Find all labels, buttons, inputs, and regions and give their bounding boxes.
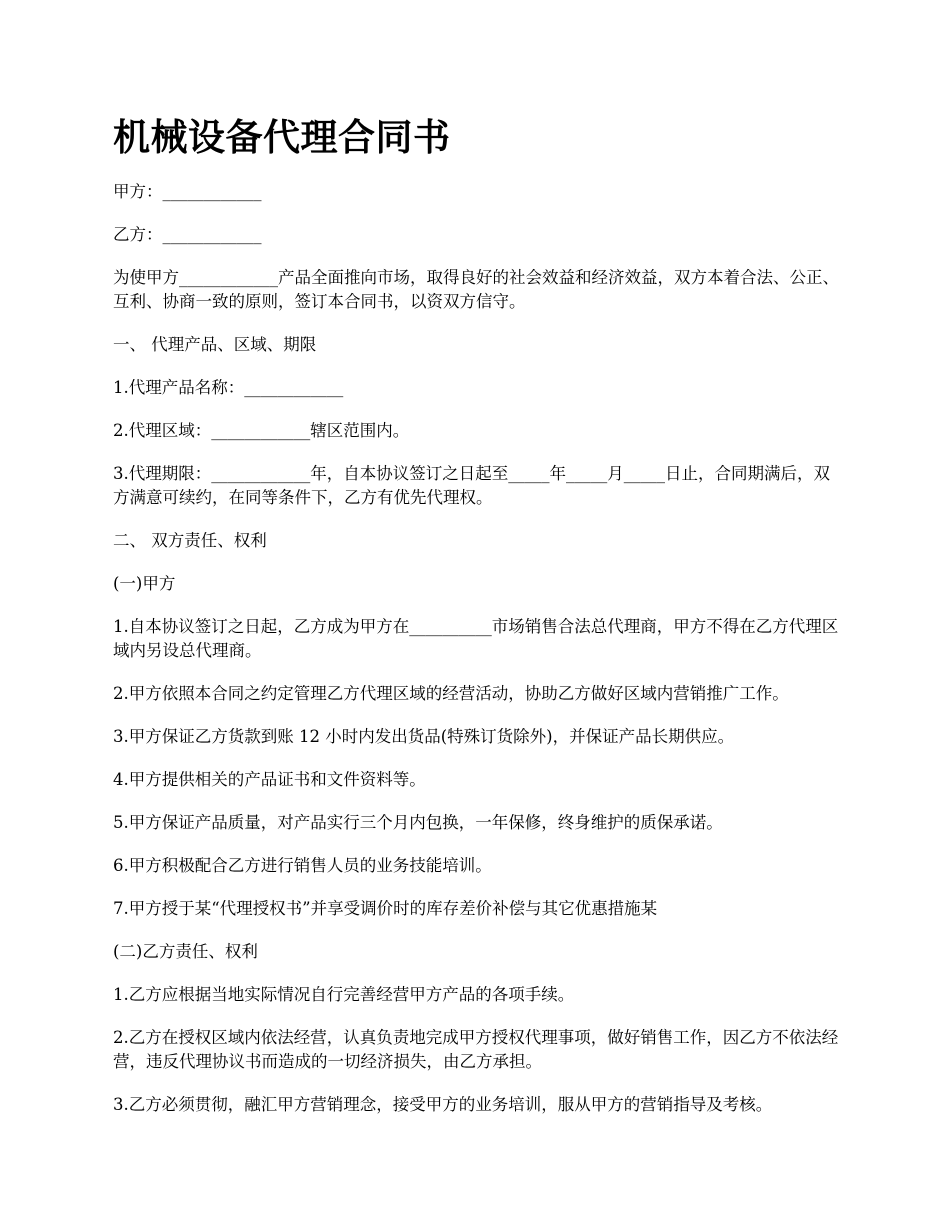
clause-region: 2.代理区域：____________辖区范围内。 (113, 421, 410, 440)
clause-product-name: 1.代理产品名称：____________ (113, 378, 344, 397)
party-b-clause-1: 1.乙方应根据当地实际情况自行完善经营甲方产品的各项手续。 (113, 985, 575, 1004)
party-a-line: 甲方：____________ (113, 182, 262, 201)
document-body (113, 180, 843, 1136)
subsection-heading-party-a: (一)甲方 (113, 574, 176, 593)
document-title: 机械设备代理合同书 (113, 115, 451, 159)
party-a-clause-6: 6.甲方积极配合乙方进行销售人员的业务技能培训。 (113, 856, 492, 875)
party-a-clause-3: 3.甲方保证乙方货款到账 12 小时内发出货品(特殊订货除外)，并保证产品长期供应。 (113, 727, 735, 746)
party-b-clause-2: 2.乙方在授权区域内依法经营，认真负责地完成甲方授权代理事项，做好销售工作，因乙方不依法经营，违反代理协议书而造成的一切经济损失，由乙方承担。 (113, 1028, 839, 1071)
party-a-clause-1: 1.自本协议签订之日起，乙方成为甲方在__________市场销售合法总代理商，甲方不得在乙方代理区域内另设总代理商。 (113, 617, 839, 660)
clause-term: 3.代理期限：____________年，自本协议签订之日起至_____年_____月_____日止，合同期满后，双方满意可续约，在同等条件下，乙方有优先代理权。 (113, 464, 830, 507)
party-b-line: 乙方：____________ (113, 225, 262, 244)
section-heading-1: 一、 代理产品、区域、期限 (113, 335, 317, 354)
party-a-clause-5: 5.甲方保证产品质量，对产品实行三个月内包换，一年保修，终身维护的质保承诺。 (113, 813, 723, 832)
party-a-clause-7: 7.甲方授于某“代理授权书”并享受调价时的库存差价补偿与其它优惠措施某 (113, 899, 658, 918)
party-a-clause-2: 2.甲方依照本合同之约定管理乙方代理区域的经营活动，协助乙方做好区域内营销推广工作。 (113, 684, 789, 703)
section-heading-2: 二、 双方责任、权利 (113, 531, 267, 550)
subsection-heading-party-b: (二)乙方责任、权利 (113, 942, 258, 961)
party-a-clause-4: 4.甲方提供相关的产品证书和文件资料等。 (113, 770, 426, 789)
party-b-clause-3: 3.乙方必须贯彻，融汇甲方营销理念，接受甲方的业务培训，服从甲方的营销指导及考核。 (113, 1095, 773, 1114)
preamble-paragraph: 为使甲方____________产品全面推向市场，取得良好的社会效益和经济效益，双方本着合法、公正、互利、协商一致的原则，签订本合同书，以资双方信守。 (113, 268, 839, 311)
